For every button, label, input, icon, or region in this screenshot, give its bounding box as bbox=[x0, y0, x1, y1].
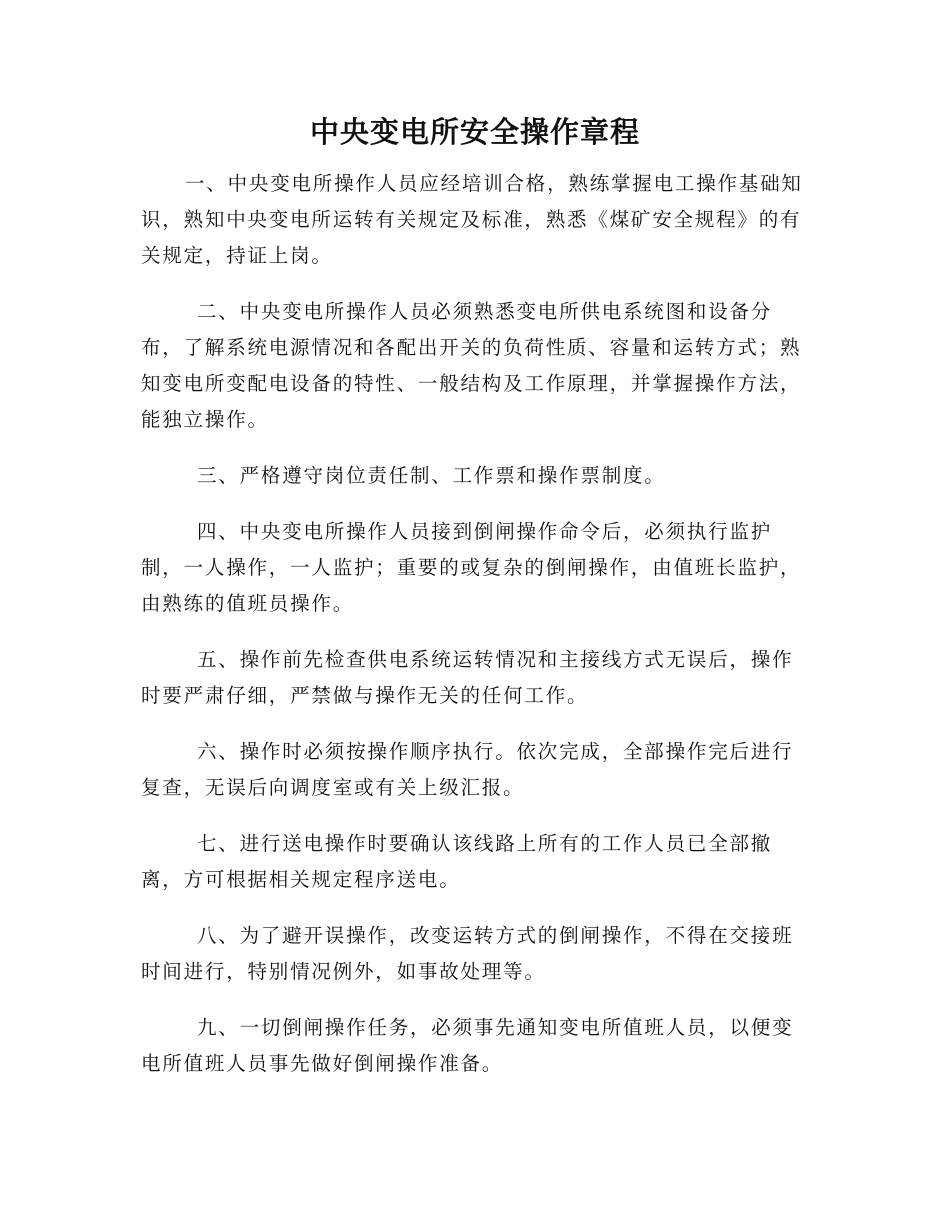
paragraph-9: 九、一切倒闸操作任务，必须事先通知变电所值班人员，以便变电所值班人员事先做好倒闸操作准备。 bbox=[141, 1016, 794, 1075]
paragraph-2: 二、中央变电所操作人员必须熟悉变电所供电系统图和设备分布，了解系统电源情况和各配出开关的负荷性质、容量和运转方式；熟知变电所变配电设备的特性、一般结构及工作原理，并掌握操作方法，能独立操作。 bbox=[141, 300, 802, 431]
paragraph-4: 四、中央变电所操作人员接到倒闸操作命令后，必须执行监护制，一人操作，一人监护；重要的或复杂的倒闸操作，由值班长监护，由熟练的值班员操作。 bbox=[141, 520, 802, 615]
paragraph-7: 七、进行送电操作时要确认该线路上所有的工作人员已全部撤离，方可根据相关规定程序送电。 bbox=[141, 832, 773, 891]
paragraph-3: 三、严格遵守岗位责任制、工作票和操作票制度。 bbox=[197, 464, 666, 487]
paragraph-5: 五、操作前先检查供电系统运转情况和主接线方式无误后，操作时要严肃仔细，严禁做与操作无关的任何工作。 bbox=[141, 648, 794, 707]
paragraph-6: 六、操作时必须按操作顺序执行。依次完成，全部操作完后进行复查，无误后向调度室或有关上级汇报。 bbox=[141, 740, 794, 799]
paragraph-1: 一、中央变电所操作人员应经培训合格，熟练掌握电工操作基础知识，熟知中央变电所运转有关规定及标准，熟悉《煤矿安全规程》的有关规定，持证上岗。 bbox=[141, 172, 803, 267]
document-title: 中央变电所安全操作章程 bbox=[309, 115, 640, 149]
document-body bbox=[141, 166, 805, 1102]
paragraph-8: 八、为了避开误操作，改变运转方式的倒闸操作，不得在交接班时间进行，特别情况例外，如事故处理等。 bbox=[141, 924, 794, 983]
